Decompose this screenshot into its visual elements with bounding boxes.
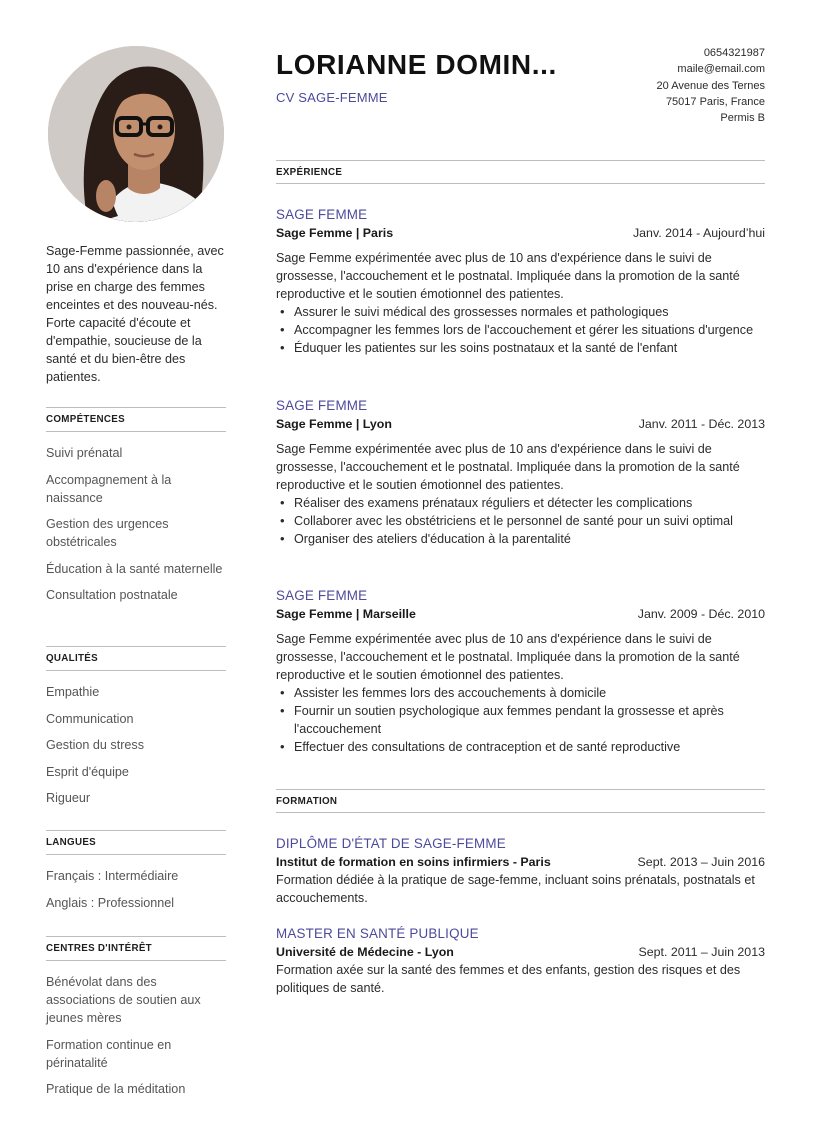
contact-license: Permis B	[720, 112, 765, 125]
job-employer: Sage Femme | Marseille	[276, 607, 416, 621]
job-dates: Janv. 2014 - Aujourd’hui	[632, 226, 765, 240]
education-heading: FORMATION	[276, 789, 765, 813]
degree-description: Formation dédiée à la pratique de sage-femme, incluant soins prénatals, postnatals et accouchements.	[276, 873, 755, 905]
job-task: • Éduquer les patientes sur les soins postnataux et la santé de l'enfant	[276, 339, 765, 357]
job-meta	[276, 225, 765, 242]
job-task: • Assister les femmes lors des accouchements à domicile	[276, 684, 765, 702]
quality-item: Esprit d'équipe	[46, 764, 129, 779]
job-description: Sage Femme expérimentée avec plus de 10 ans d'expérience dans le suivi de grossesse, l'accouchement et le postnatal. Impliquée dans la promotion de la santé reproductive et le soutien émotionnel des patientes.	[276, 442, 740, 492]
job-task: • Fournir un soutien psychologique aux femmes pendant la grossesse et après l'accouchement	[276, 702, 765, 738]
job-task: • Accompagner les femmes lors de l'accouchement et gérer les situations d'urgence	[276, 321, 765, 339]
job-employer: Sage Femme | Lyon	[276, 417, 392, 431]
language-item: Français : Intermédiaire	[46, 869, 179, 883]
experience-heading: EXPÉRIENCE	[276, 160, 765, 184]
degree-school: Institut de formation en soins infirmiers - Paris	[276, 855, 551, 869]
interest-item: Pratique de la méditation	[46, 1082, 186, 1096]
job-title: SAGE FEMME	[276, 398, 368, 413]
portrait-image	[48, 46, 224, 222]
contact-email: maile@email.com	[677, 63, 765, 76]
skill-item: Gestion des urgences obstétricales	[46, 517, 169, 549]
skill-item: Éducation à la santé maternelle	[46, 561, 223, 576]
languages-section	[46, 830, 226, 920]
qualities-heading: QUALITÉS	[46, 646, 226, 671]
job-tasks	[276, 303, 765, 357]
job-title: SAGE FEMME	[276, 207, 368, 222]
experience-entry	[276, 397, 765, 548]
job-title: SAGE FEMME	[276, 588, 368, 603]
skill-item: Accompagnement à la naissance	[46, 472, 172, 505]
interests-section	[46, 936, 226, 1107]
degree-title: MASTER EN SANTÉ PUBLIQUE	[276, 926, 479, 941]
job-description: Sage Femme expérimentée avec plus de 10 ans d'expérience dans le suivi de grossesse, l'accouchement et le postnatal. Impliquée dans la promotion de la santé reproductive et le soutien émotionnel des patientes.	[276, 632, 740, 682]
job-meta	[276, 416, 765, 433]
contact-city: 75017 Paris, France	[665, 95, 765, 108]
job-dates: Janv. 2009 - Déc. 2010	[637, 607, 765, 621]
contact-block	[657, 45, 765, 126]
job-tasks	[276, 684, 765, 756]
degree-meta	[276, 854, 765, 871]
interest-item: Formation continue en périnatalité	[46, 1037, 172, 1070]
languages-heading: LANGUES	[46, 830, 226, 855]
language-item: Anglais : Professionnel	[46, 895, 175, 910]
experience-entry	[276, 587, 765, 756]
degree-dates: Sept. 2013 – Juin 2016	[637, 855, 765, 869]
candidate-name: LORIANNE DOMIN...	[276, 49, 557, 80]
skills-heading: COMPÉTENCES	[46, 407, 226, 432]
education-entry	[276, 925, 765, 997]
job-meta	[276, 606, 765, 623]
degree-title: DIPLÔME D'ÉTAT DE SAGE-FEMME	[276, 836, 506, 851]
cv-title: CV SAGE-FEMME	[276, 90, 388, 105]
quality-item: Empathie	[46, 685, 100, 699]
degree-dates: Sept. 2011 – Juin 2013	[638, 945, 765, 959]
contact-street: 20 Avenue des Ternes	[656, 79, 765, 92]
experience-entry	[276, 206, 765, 357]
degree-description: Formation axée sur la santé des femmes et des enfants, gestion des risques et des politiques de santé.	[276, 963, 741, 995]
job-task: • Effectuer des consultations de contraception et de santé reproductive	[276, 738, 765, 756]
job-task: • Collaborer avec les obstétriciens et le personnel de santé pour un suivi optimal	[276, 512, 765, 530]
quality-item: Gestion du stress	[46, 738, 144, 752]
profile-photo	[48, 46, 224, 222]
degree-meta	[276, 944, 765, 961]
job-tasks	[276, 494, 765, 548]
job-description: Sage Femme expérimentée avec plus de 10 ans d'expérience dans le suivi de grossesse, l'accouchement et le postnatal. Impliquée dans la promotion de la santé reproductive et le soutien émotionnel des patientes.	[276, 251, 740, 301]
job-task: • Réaliser des examens prénataux réguliers et détecter les complications	[276, 494, 765, 512]
quality-item: Communication	[46, 711, 134, 726]
interest-item: Bénévolat dans des associations de soutien aux jeunes mères	[46, 975, 201, 1025]
contact-phone: 0654321987	[703, 47, 765, 59]
interests-heading: CENTRES D'INTÉRÊT	[46, 936, 226, 961]
job-task: • Organiser des ateliers d'éducation à la parentalité	[276, 530, 765, 548]
quality-item: Rigueur	[46, 791, 91, 805]
skills-section	[46, 407, 226, 613]
education-entry	[276, 835, 765, 907]
profile-summary: Sage-Femme passionnée, avec 10 ans d'expérience dans la prise en charge des femmes enceintes et des nouveau-nés. Forte capacité d'écoute et d'empathie, soucieuse de la santé et du bien-être des patientes.	[46, 244, 224, 384]
skill-item: Suivi prénatal	[46, 446, 123, 460]
job-dates: Janv. 2011 - Déc. 2013	[638, 417, 765, 431]
skill-item: Consultation postnatale	[46, 588, 178, 602]
job-employer: Sage Femme | Paris	[276, 226, 394, 240]
degree-school: Université de Médecine - Lyon	[276, 945, 454, 959]
qualities-section	[46, 646, 226, 816]
job-task: • Assurer le suivi médical des grossesses normales et pathologiques	[276, 303, 765, 321]
